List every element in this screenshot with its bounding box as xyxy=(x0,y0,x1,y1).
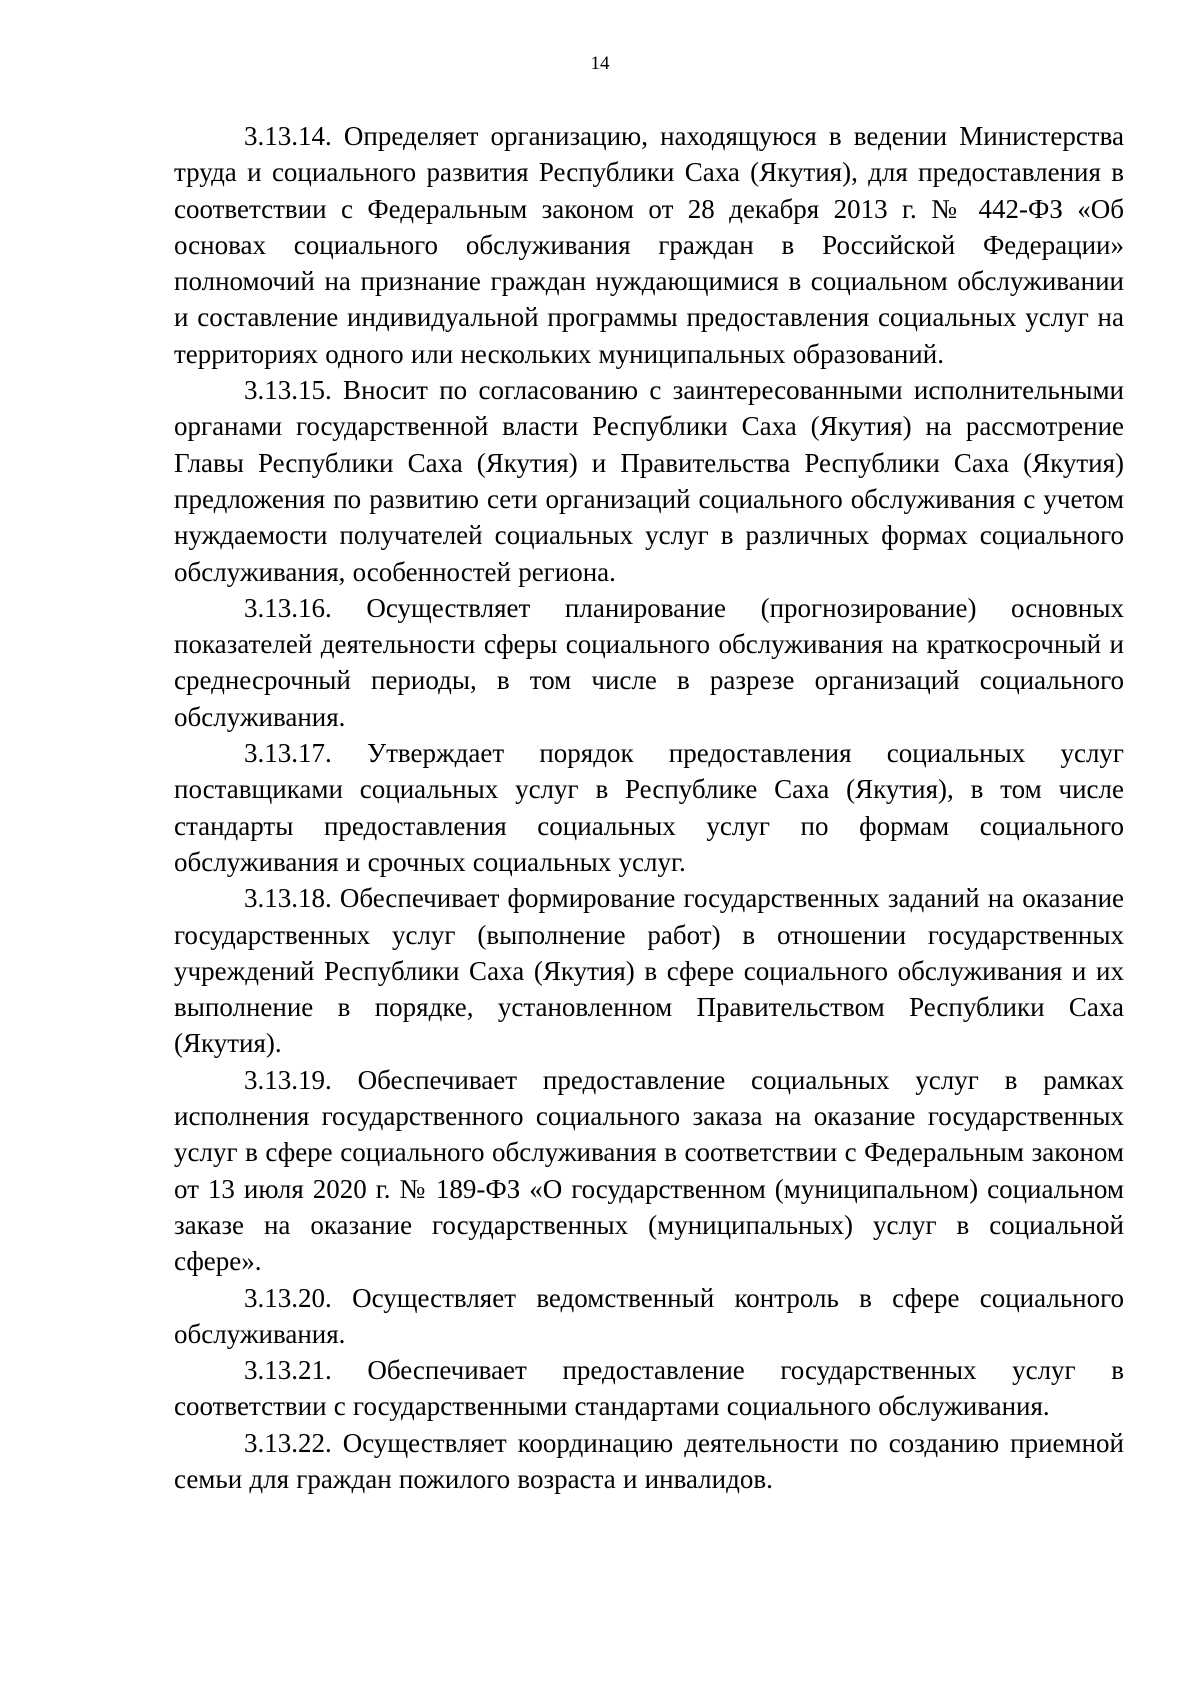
paragraph-3-13-22: 3.13.22. Осуществляет координацию деятельности по созданию приемной семьи для граждан пожилого возраста и инвалидов. xyxy=(174,1427,1124,1494)
page-number: 14 xyxy=(590,53,610,74)
paragraph-3-13-16: 3.13.16. Осуществляет планирование (прогнозирование) основных показателей деятельности сферы социального обслуживания на краткосрочный и среднесрочный периоды, в том числе в разрезе организаций социального обслуживания. xyxy=(174,592,1124,732)
paragraph-3-13-21: 3.13.21. Обеспечивает предоставление государственных услуг в соответствии с государственными стандартами социального обслуживания. xyxy=(174,1355,1124,1422)
paragraph-3-13-18: 3.13.18. Обеспечивает формирование государственных заданий на оказание государственных услуг (выполнение работ) в отношении государственных учреждений Республики Саха (Якутия) в сфере социального обслуживания и их выполнение в порядке, установленном Правительством Республики Саха (Якутия). xyxy=(174,883,1124,1059)
document-body xyxy=(174,118,1124,1497)
paragraph-3-13-14: 3.13.14. Определяет организацию, находящуюся в ведении Министерства труда и социального развития Республики Саха (Якутия), для предоставления в соответствии с Федеральным законом от 28 декабря 2013 г. № 442-ФЗ «Об основах социального обслуживания граждан в Российской Федерации» полномочий на признание граждан нуждающимися в социальном обслуживании и составление индивидуальной программы предоставления социальных услуг на территориях одного или нескольких муниципальных образований. xyxy=(174,121,1124,369)
paragraph-3-13-15: 3.13.15. Вносит по согласованию с заинтересованными исполнительными органами государственной власти Республики Саха (Якутия) на рассмотрение Главы Республики Саха (Якутия) и Правительства Республики Саха (Якутия) предложения по развитию сети организаций социального обслуживания с учетом нуждаемости получателей социальных услуг в различных формах социального обслуживания, особенностей региона. xyxy=(174,375,1124,587)
paragraph-3-13-19: 3.13.19. Обеспечивает предоставление социальных услуг в рамках исполнения государственного социального заказа на оказание государственных услуг в сфере социального обслуживания в соответствии с Федеральным законом от 13 июля 2020 г. № 189-ФЗ «О государственном (муниципальном) социальном заказе на оказание государственных (муниципальных) услуг в социальной сфере». xyxy=(174,1064,1124,1277)
paragraph-3-13-20: 3.13.20. Осуществляет ведомственный контроль в сфере социального обслуживания. xyxy=(174,1282,1124,1349)
paragraph-3-13-17: 3.13.17. Утверждает порядок предоставления социальных услуг поставщиками социальных услуг в Республике Саха (Якутия), в том числе стандарты предоставления социальных услуг по формам социального обслуживания и срочных социальных услуг. xyxy=(174,738,1124,877)
